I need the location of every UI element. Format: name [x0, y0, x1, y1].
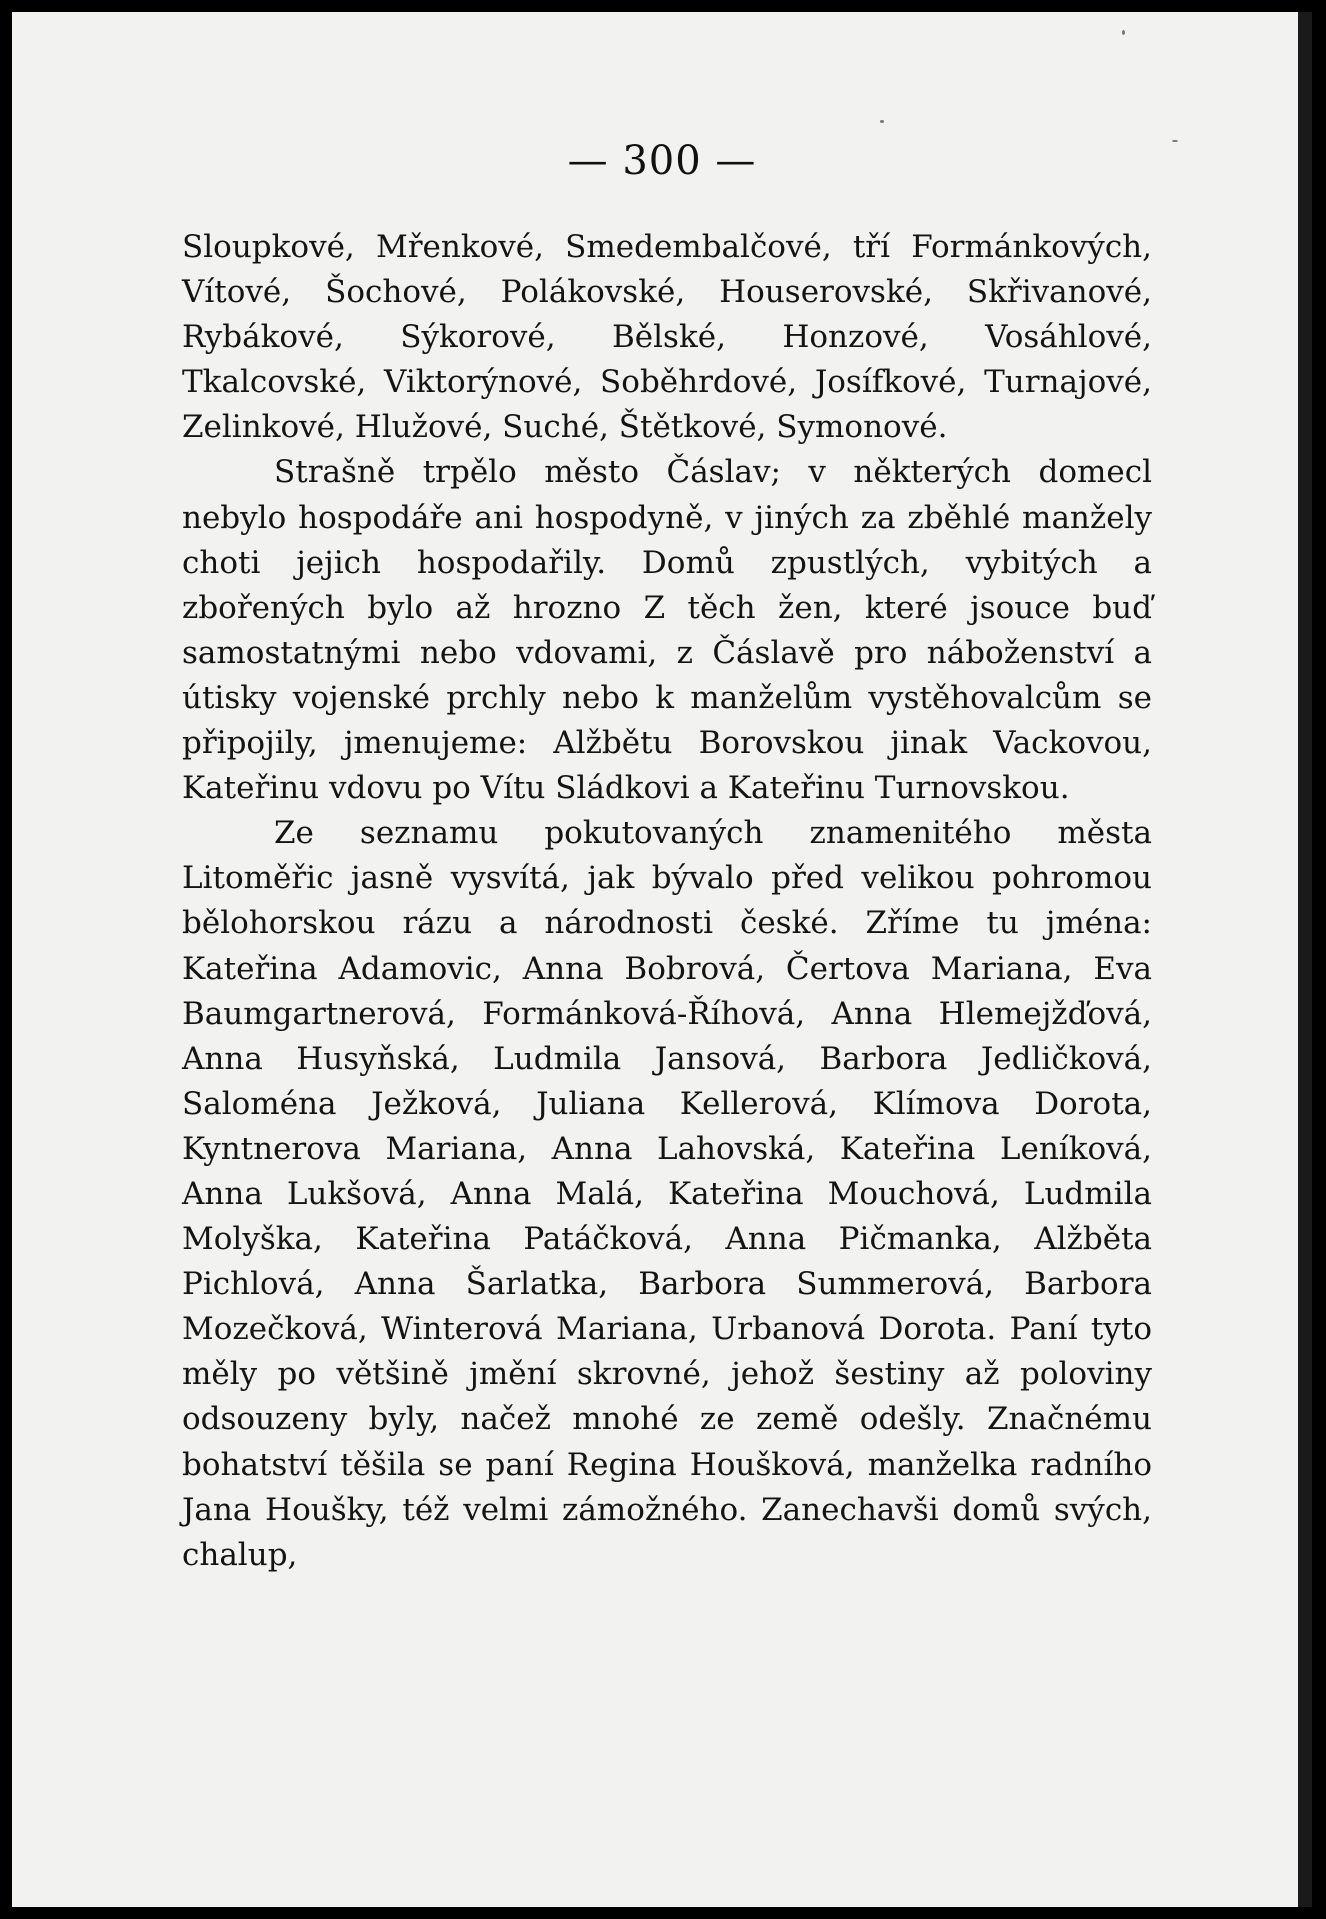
paragraph-surnames: Sloupkové, Mřenkové, Smedembalčové, tří Formánkových, Vítové, Šochové, Polákovské, Houserovské, Skřivanové, Rybákové, Sýkorové, Bělské, Honzové, Vosáhlové, Tkalcovské, Viktorýnové, Soběhrdové, Josífkové, Turnajové, Zelinkové, Hlužové, Suché, Štětkové, Symonové.: [182, 229, 1152, 446]
scan-speck: [1122, 30, 1125, 35]
scanned-page: [12, 12, 1312, 1907]
page-edge-shadow: [1298, 12, 1312, 1907]
paragraph-caslav: Strašně trpělo město Čáslav; v některých domecl nebylo hospodáře ani hospodyně, v jiných za zběhlé manžely choti jejich hospodařily. Domů zpustlých, vybitých a zbořených bylo až hrozno Z těch žen, které jsouce buď samostatnými nebo vdovami, z Čáslavě pro náboženství a útisky vojenské prchly nebo k manželům vystěhovalcům se připojily, jmenujeme: Alžbětu Borovskou jinak Vackovou, Kateřinu vdovu po Vítu Sládkovi a Kateřinu Turnovskou.: [182, 454, 1152, 807]
scan-speck: [880, 120, 884, 123]
body-text: [182, 225, 1152, 1578]
paragraph-litomerice: Ze seznamu pokutovaných znamenitého města Litoměřic jasně vysvítá, jak bývalo před velikou pohromou bělohorskou rázu a národnosti české. Zříme tu jména: Kateřina Adamovic, Anna Bobrová, Čertova Mariana, Eva Baumgartnerová, Formánková-Říhová, Anna Hlemejžďová, Anna Husyňská, Ludmila Jansová, Barbora Jedličková, Saloména Ježková, Juliana Kellerová, Klímova Dorota, Kyntnerova Mariana, Anna Lahovská, Kateřina Leníková, Anna Lukšová, Anna Malá, Kateřina Mouchová, Ludmila Molyška, Kateřina Patáčková, Anna Pičmanka, Alžběta Pichlová, Anna Šarlatka, Barbora Summerová, Barbora Mozečková, Winterová Mariana, Urbanová Dorota. Paní tyto měly po většině jmění skrovné, jehož šestiny až poloviny odsouzeny byly, načež mnohé ze země odešly. Značnému bohatství těšila se paní Regina Houšková, manželka radního Jana Houšky, též velmi zámožného. Zanechavši domů svých, chalup,: [182, 815, 1152, 1573]
page-number: — 300 —: [567, 138, 757, 184]
